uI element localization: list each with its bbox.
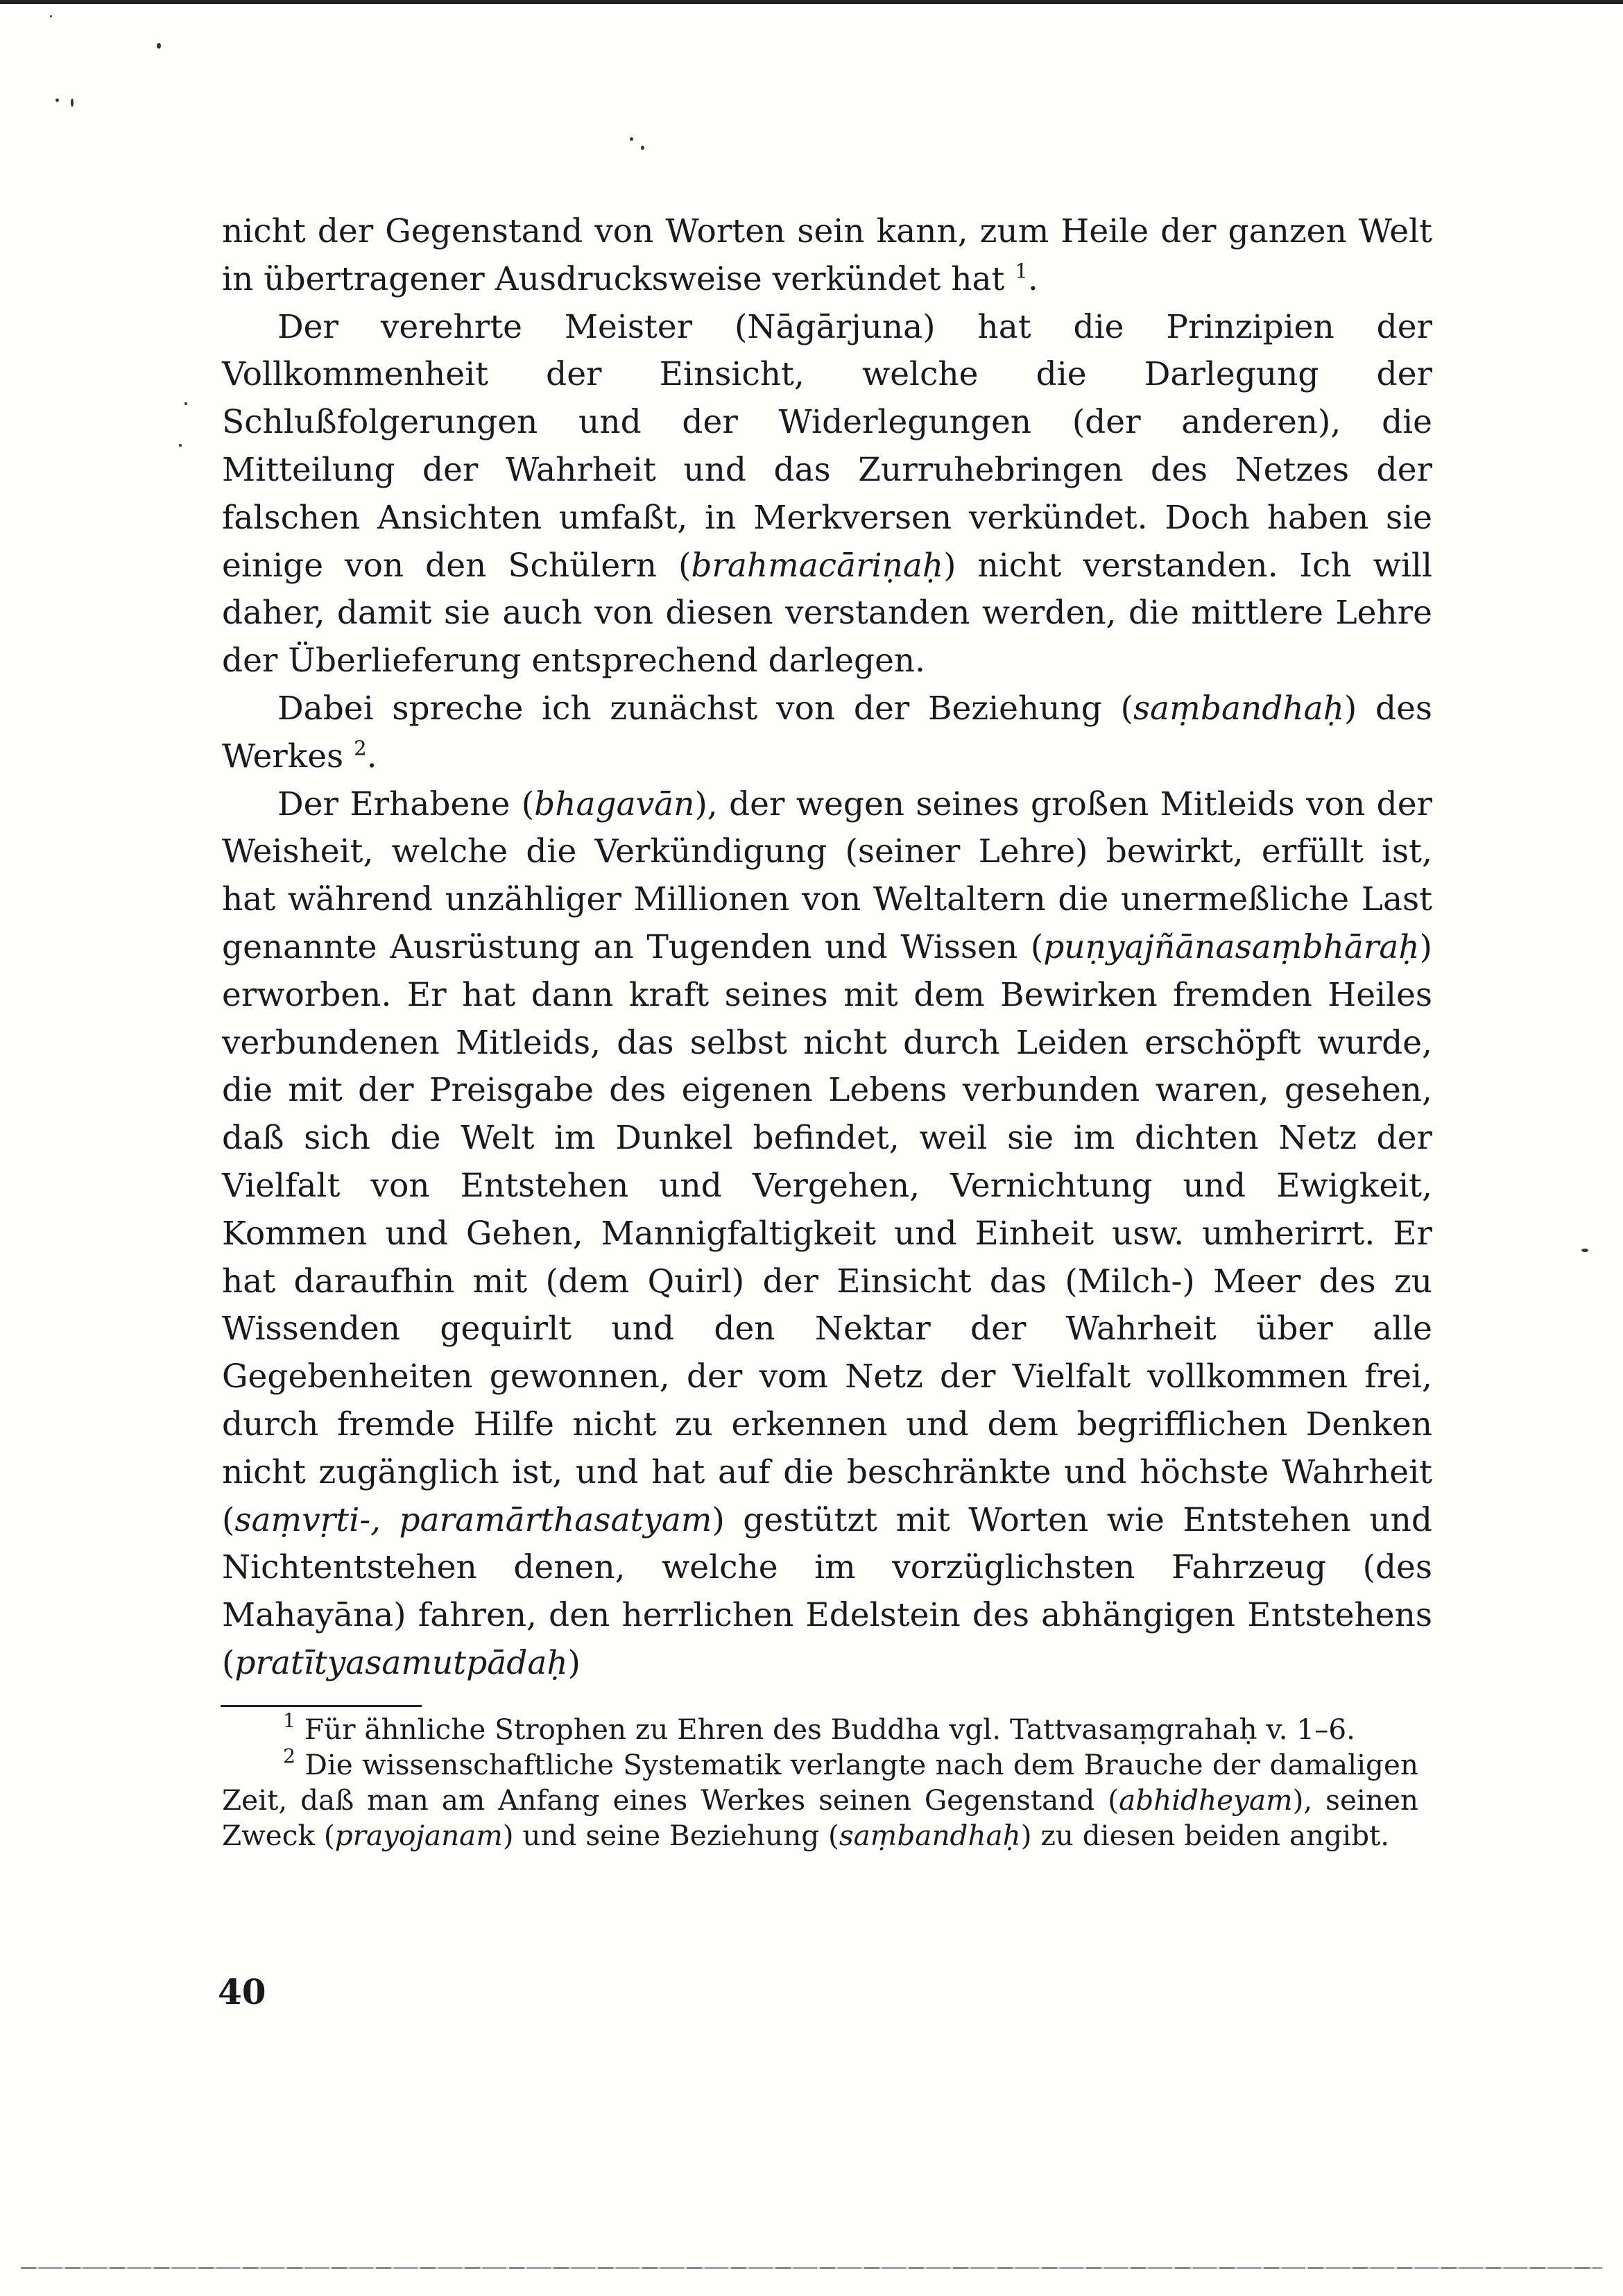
italic-term: saṃbandhaḥ	[839, 1819, 1021, 1852]
scan-speck	[71, 98, 74, 107]
body-paragraph	[222, 781, 1432, 1688]
italic-term: prayojanam	[334, 1819, 503, 1852]
text-run: .	[366, 737, 377, 776]
scan-speck	[641, 146, 644, 150]
italic-term: saṃbandhaḥ	[1133, 689, 1344, 728]
footnote-marker: 2	[283, 1745, 296, 1767]
text-run: Dabei spreche ich zunächst von der Beziehung (	[277, 689, 1133, 728]
footnote	[222, 1747, 1418, 1853]
footnote-marker: 2	[354, 736, 367, 760]
footnote	[222, 1709, 1418, 1747]
italic-term: puṇyajñānasaṃbhāraḥ	[1043, 927, 1420, 966]
scan-speck	[157, 43, 161, 49]
text-run: ) zu diesen beiden angibt.	[1020, 1819, 1390, 1852]
page-number: 40	[218, 1971, 266, 2012]
scan-top-edge	[0, 0, 1623, 4]
scan-speck	[179, 444, 182, 447]
footnote-separator	[221, 1705, 422, 1707]
text-run: .	[1027, 259, 1038, 298]
text-run: )	[567, 1643, 581, 1682]
scan-bottom-edge	[21, 2267, 1602, 2269]
italic-term: saṃvṛti-, paramārthasatyam	[234, 1500, 712, 1539]
text-run: nicht der Gegenstand von Worten sein kann, zum Heile der ganzen Welt in übertragener Ausdrucksweise verkündet hat	[222, 212, 1432, 298]
body-paragraph	[222, 304, 1432, 685]
text-run: ), seinen Zweck (	[222, 1783, 1419, 1852]
text-run: ) des Werkes	[222, 689, 1433, 776]
text-run: ), der wegen seines großen Mitleids von der Weisheit, welche die Verkündigung (seiner Lehre) bewirkt, erfüllt ist, hat während unzähliger Millionen von Weltaltern die unermeßliche Last genannte Ausrüstung an Tugenden und Wissen (	[222, 785, 1433, 966]
text-run: ) nicht verstanden. Ich will daher, damit sie auch von diesen verstanden werden, die mittlere Lehre der Überlieferung entsprechend darlegen.	[222, 546, 1432, 680]
text-run: ) und seine Beziehung (	[502, 1819, 839, 1852]
scan-speck	[55, 98, 59, 102]
footnote-marker: 1	[1015, 259, 1028, 283]
text-run: Der Erhabene (	[277, 785, 535, 823]
footnote-marker: 1	[283, 1709, 296, 1732]
text-run: ) gestützt mit Worten wie Entstehen und Nichtentstehen denen, welche im vorzüglichsten Fahrzeug (des Mahayāna) fahren, den herrlichen Edelstein des abhängigen Entstehens (	[222, 1500, 1432, 1682]
scan-speck	[184, 402, 187, 405]
scan-speck	[50, 15, 52, 17]
text-run: Der verehrte Meister (Nāgārjuna) hat die Prinzipien der Vollkommenheit der Einsicht, welche die Darlegung der Schlußfolgerungen und der Widerlegungen (der anderen), die Mitteilung der Wahrheit und das Zurruhebringen des Netzes der falschen Ansichten umfaßt, in Merkversen verkündet. Doch haben sie einige von den Schülern (	[222, 307, 1432, 585]
italic-term: abhidheyam	[1119, 1783, 1293, 1817]
footnotes	[222, 1709, 1419, 1853]
text-run: Die wissenschaftliche Systematik verlangte nach dem Brauche der damaligen Zeit, daß man am Anfang eines Werkes seinen Gegenstand (	[222, 1748, 1418, 1817]
scan-speck	[1581, 1249, 1588, 1252]
body-paragraph	[222, 685, 1432, 781]
text-run: Für ähnliche Strophen zu Ehren des Buddha vgl. Tattvasaṃgrahaḥ v. 1–6.	[295, 1713, 1355, 1746]
italic-term: brahmacāriṇaḥ	[691, 546, 944, 585]
body-paragraph	[222, 208, 1432, 304]
scan-speck	[630, 137, 633, 141]
text-run: ) erworben. Er hat dann kraft seines mit dem Bewirken fremden Heiles verbundenen Mitleids, das selbst nicht durch Leiden erschöpft wurde, die mit der Preisgabe des eigenen Lebens verbunden waren, gesehen, daß sich die Welt im Dunkel befindet, weil sie im dichten Netz der Vielfalt von Entstehen und Vergehen, Vernichtung und Ewigkeit, Kommen und Gehen, Mannigfaltigkeit und Einheit usw. umherirrt. Er hat daraufhin mit (dem Quirl) der Einsicht das (Milch-) Meer des zu Wissenden gequirlt und den Nektar der Wahrheit über alle Gegebenheiten gewonnen, der vom Netz der Vielfalt vollkommen frei, durch fremde Hilfe nicht zu erkennen und dem begrifflichen Denken nicht zugänglich ist, und hat auf die beschränkte und höchste Wahrheit (	[222, 927, 1432, 1539]
italic-term: pratītyasamutpādaḥ	[234, 1643, 568, 1682]
main-text	[222, 208, 1432, 1688]
italic-term: bhagavān	[534, 785, 695, 823]
